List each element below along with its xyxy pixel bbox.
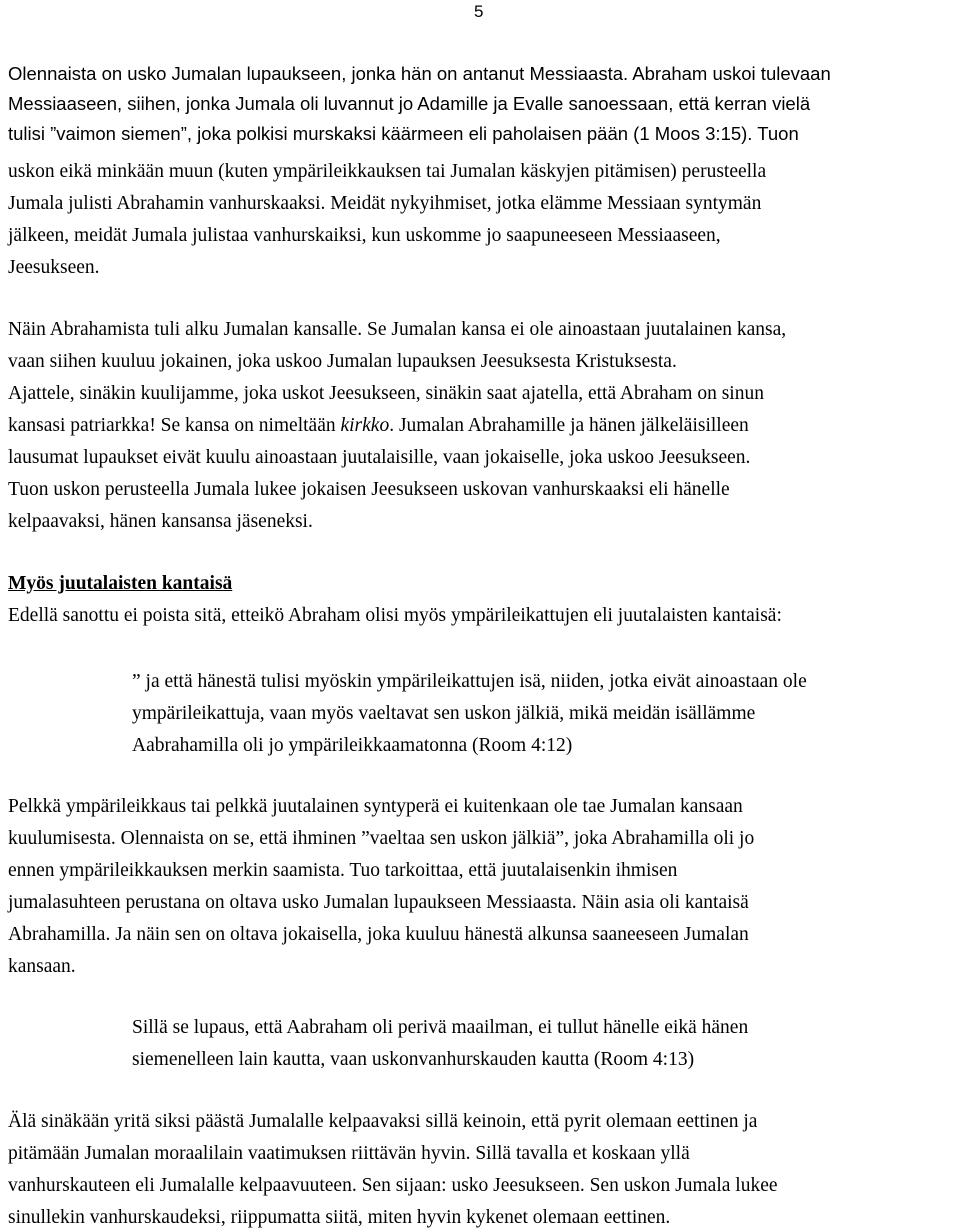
section-heading — [8, 574, 232, 594]
text-line: kansaan. — [8, 956, 76, 977]
quote-line: siemenelleen lain kautta, vaan uskonvanhurskauden kautta (Room 4:13) — [132, 1049, 695, 1070]
text-line: lausumat lupaukset eivät kuulu ainoastaan juutalaisille, vaan jokaiselle, joka uskoo Jeesukseen. — [8, 447, 751, 468]
text-line: tulisi ”vaimon siemen”, joka polkisi murskaksi käärmeen eli paholaisen pään (1 Moos 3:15). Tuon — [8, 123, 799, 144]
text-line: sinullekin vanhurskaudeksi, riippumatta siitä, miten hyvin kykenet olemaan eettinen. — [8, 1207, 671, 1228]
text-line: Messiaaseen, siihen, jonka Jumala oli luvannut jo Adamille ja Evalle sanoessaan, että kerran vielä — [8, 93, 811, 114]
quote-line: Aabrahamilla oli jo ympärileikkaamatonna (Room 4:12) — [132, 735, 573, 756]
text-line: Olennaista on usko Jumalan lupaukseen, jonka hän on antanut Messiaasta. Abraham uskoi tulevaan — [8, 63, 831, 84]
text-span: kansasi patriarkka! Se kansa on nimeltään — [8, 415, 341, 436]
text-line: ennen ympärileikkauksen merkin saamista. Tuo tarkoittaa, että juutalaisenkin ihmisen — [8, 860, 678, 881]
text-line: kelpaavaksi, hänen kansansa jäseneksi. — [8, 511, 313, 532]
text-line: Näin Abrahamista tuli alku Jumalan kansalle. Se Jumalan kansa ei ole ainoastaan juutalainen kansa, — [8, 319, 787, 340]
text-line: Jumala julisti Abrahamin vanhurskaaksi. Meidät nykyihmiset, jotka elämme Messiaan syntymän — [8, 193, 762, 214]
text-line: Pelkkä ympärileikkaus tai pelkkä juutalainen syntyperä ei kuitenkaan ole tae Jumalan kansaan — [8, 796, 743, 817]
text-line: Älä sinäkään yritä siksi päästä Jumalalle kelpaavaksi sillä keinoin, että pyrit olemaan eettinen ja — [8, 1111, 758, 1132]
text-line: Tuon uskon perusteella Jumala lukee jokaisen Jeesukseen uskovan vanhurskaaksi eli hänelle — [8, 479, 730, 500]
text-line: Abrahamilla. Ja näin sen on oltava jokaisella, joka kuuluu hänestä alkunsa saaneeseen Jumalan — [8, 924, 749, 945]
text-line — [8, 416, 749, 436]
text-line: Ajattele, sinäkin kuulijamme, joka uskot Jeesukseen, sinäkin saat ajatella, että Abraham on sinun — [8, 383, 764, 404]
text-line: uskon eikä minkään muun (kuten ympärileikkauksen tai Jumalan käskyjen pitämisen) perusteella — [8, 161, 767, 182]
emphasis-kirkko: kirkko — [340, 415, 390, 436]
section-intro: Edellä sanottu ei poista sitä, etteikö Abraham olisi myös ympärileikattujen eli juutalaisten kantaisä: — [8, 605, 782, 626]
quote-line: ympärileikattuja, vaan myös vaeltavat sen uskon jälkiä, mikä meidän isällämme — [132, 703, 756, 724]
text-line: pitämään Jumalan moraalilain vaatimuksen riittävän hyvin. Sillä tavalla et koskaan yllä — [8, 1143, 690, 1164]
page-number: 5 — [474, 2, 484, 21]
quote-line: ” ja että hänestä tulisi myöskin ympärileikattujen isä, niiden, jotka eivät ainoastaan ole — [132, 671, 807, 692]
text-span: . Jumalan Abrahamille ja hänen jälkeläisilleen — [389, 415, 749, 436]
text-line: kuulumisesta. Olennaista on se, että ihminen ”vaeltaa sen uskon jälkiä”, joka Abrahamilla oli jo — [8, 828, 755, 849]
text-line: vanhurskauteen eli Jumalalle kelpaavuuteen. Sen sijaan: usko Jeesukseen. Sen uskon Jumala lukee — [8, 1175, 778, 1196]
text-line: vaan siihen kuuluu jokainen, joka uskoo Jumalan lupauksen Jeesuksesta Kristuksesta. — [8, 351, 677, 372]
text-line: Jeesukseen. — [8, 257, 100, 278]
quote-line: Sillä se lupaus, että Aabraham oli perivä maailman, ei tullut hänelle eikä hänen — [132, 1017, 749, 1038]
text-line: jälkeen, meidät Jumala julistaa vanhurskaiksi, kun uskomme jo saapuneeseen Messiaaseen, — [8, 225, 721, 246]
text-line: jumalasuhteen perustana on oltava usko Jumalan lupaukseen Messiaasta. Näin asia oli kantaisä — [8, 892, 749, 913]
section-heading-text: Myös juutalaisten kantaisä — [8, 573, 233, 594]
